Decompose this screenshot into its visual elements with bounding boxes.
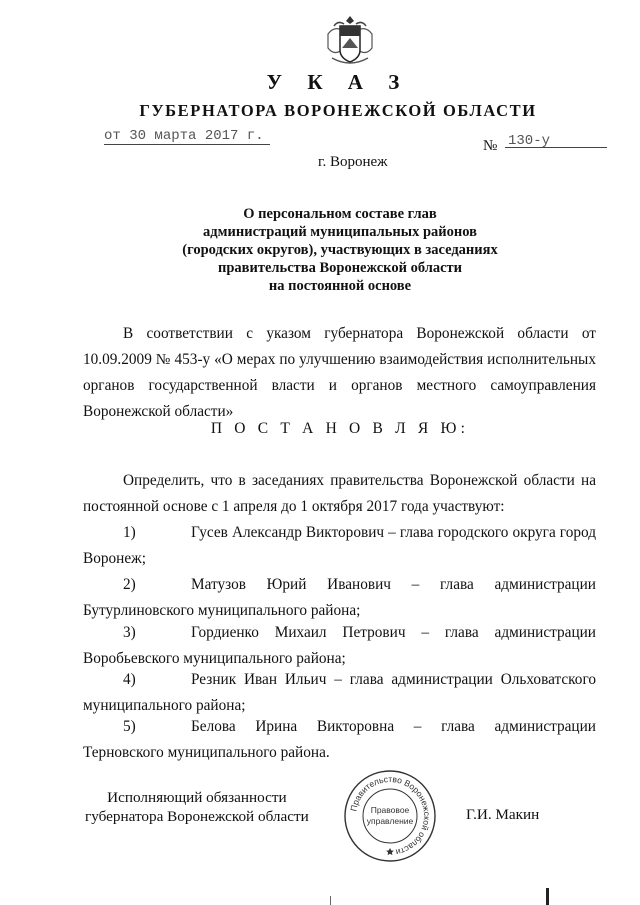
stamp-center-line: Правовое bbox=[370, 805, 410, 815]
item-text: Гордиенко Михаил Петрович – глава администрации Воробьевского муниципального района; bbox=[83, 624, 596, 667]
item-number: 2) bbox=[123, 576, 136, 593]
list-item bbox=[83, 667, 596, 719]
intro-paragraph bbox=[83, 468, 596, 520]
heading-line: правительства Воронежской области bbox=[217, 260, 463, 276]
number-value: 130-у bbox=[508, 133, 551, 149]
scan-artifact bbox=[546, 888, 549, 905]
item-number: 3) bbox=[123, 624, 136, 641]
decree-word: П О С Т А Н О В Л Я Ю: bbox=[210, 420, 470, 437]
date-prefix: от bbox=[104, 128, 121, 144]
date-value: 30 марта 2017 г. bbox=[129, 128, 264, 144]
signer-position-line: губернатора Воронежской области bbox=[85, 808, 309, 825]
list-item bbox=[83, 620, 596, 672]
preamble-text: В соответствии с указом губернатора Воронежской области от 10.09.2009 № 453-у «О мерах по улучшению взаимодействия исполнительных органов государственной власти и органов местного самоуправления Воронежской области» bbox=[83, 325, 596, 420]
item-number: 5) bbox=[123, 718, 136, 735]
signer-position-line: Исполняющий обязанности bbox=[107, 789, 287, 806]
city: г. Воронеж bbox=[318, 154, 388, 170]
document-type-title: У К А З bbox=[266, 70, 410, 94]
intro-text: Определить, что в заседаниях правительства Воронежской области на постоянной основе с 1 апреля до 1 октября 2017 года участвуют: bbox=[83, 472, 596, 515]
heading-line: на постоянной основе bbox=[268, 278, 412, 294]
list-item bbox=[83, 714, 596, 766]
item-text: Белова Ирина Викторовна – глава администрации Терновского муниципального района. bbox=[83, 718, 596, 761]
coat-of-arms-icon bbox=[320, 12, 380, 68]
heading-line: администраций муниципальных районов bbox=[203, 224, 477, 240]
stamp-center-line: управление bbox=[366, 816, 414, 826]
signer-name: Г.И. Макин bbox=[466, 806, 540, 823]
stamp-ring-text: Правительство Воронежской области bbox=[348, 773, 433, 858]
item-text: Гусев Александр Викторович – глава городского округа город Воронеж; bbox=[83, 524, 596, 567]
item-text: Резник Иван Ильич – глава администрации Ольховатского муниципального района; bbox=[83, 671, 596, 714]
date-field bbox=[104, 128, 270, 145]
decree-heading bbox=[150, 205, 530, 295]
scan-artifact bbox=[330, 896, 331, 905]
item-number: 4) bbox=[123, 671, 136, 688]
star-icon bbox=[386, 848, 394, 855]
signer-position bbox=[85, 788, 309, 826]
issuer-title: ГУБЕРНАТОРА ВОРОНЕЖСКОЙ ОБЛАСТИ bbox=[139, 101, 537, 120]
list-item bbox=[83, 520, 596, 572]
preamble-paragraph bbox=[83, 321, 596, 425]
heading-line: О персональном составе глав bbox=[243, 206, 437, 222]
list-item bbox=[83, 572, 596, 624]
number-label: № bbox=[483, 138, 498, 154]
legal-department-stamp bbox=[342, 768, 438, 864]
item-text: Матузов Юрий Иванович – глава администрации Бутурлиновского муниципального района; bbox=[83, 576, 596, 619]
item-number: 1) bbox=[123, 524, 136, 541]
heading-line: (городских округов), участвующих в заседаниях bbox=[182, 242, 498, 258]
